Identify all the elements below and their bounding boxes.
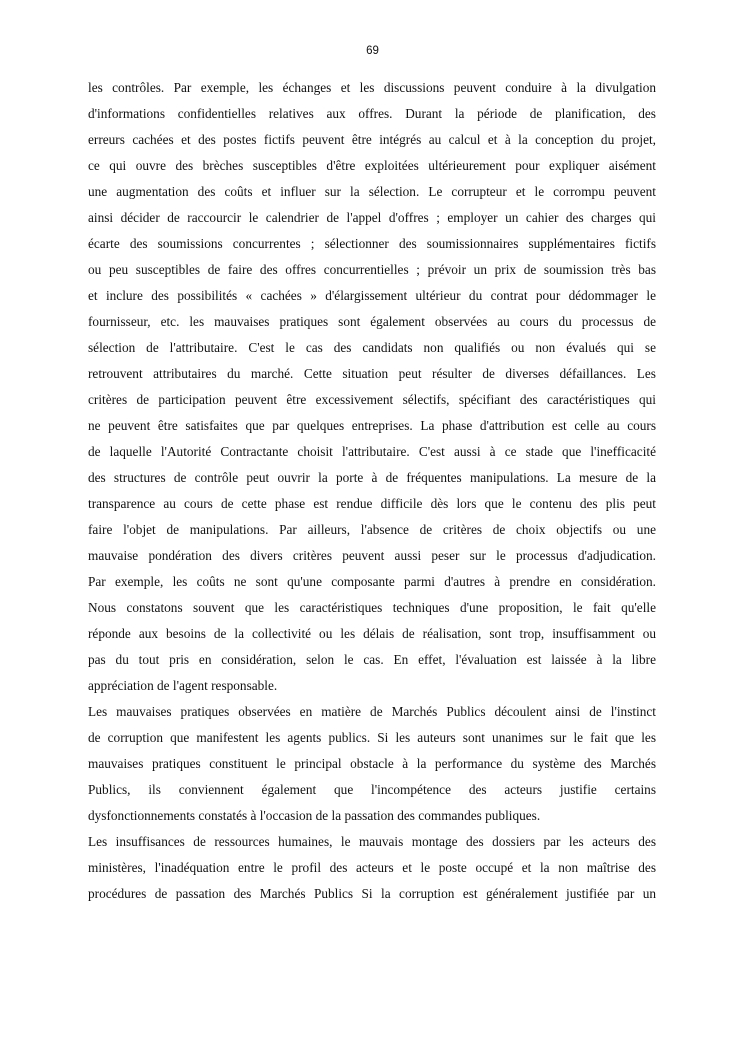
text-line: des structures de contrôle peut ouvrir la porte à de fréquentes manipulations. La mesure de la [88,470,656,485]
text-line: mauvaise pondération des divers critères peuvent aussi peser sur le processus d'adjudication. [88,548,656,563]
text-line: Nous constatons souvent que les caractéristiques techniques d'une proposition, le fait qu'elle [88,600,656,615]
text-line: fournisseur, etc. les mauvaises pratiques sont également observées au cours du processus de [88,314,656,329]
text-line: d'informations confidentielles relatives aux offres. Durant la période de planification, des [88,106,656,121]
body-text [88,75,656,907]
text-line-paragraph-end: appréciation de l'agent responsable. [88,678,278,693]
text-line: ainsi décider de raccourcir le calendrier de l'appel d'offres ; employer un cahier des charges qui [88,210,656,225]
text-line: de laquelle l'Autorité Contractante choisit l'attributaire. C'est aussi à ce stade que l'inefficacité [88,444,656,459]
text-line: pas du tout pris en considération, selon le cas. En effet, l'évaluation est laissée à la libre [88,652,656,667]
text-line: de corruption que manifestent les agents publics. Si les auteurs sont unanimes sur le fait que les [88,730,656,745]
text-line: ministères, l'inadéquation entre le profil des acteurs et le poste occupé et la non maîtrise des [88,860,656,875]
text-line: sélection de l'attributaire. C'est le cas des candidats non qualifiés ou non évalués qui se [88,340,656,355]
text-line: ne peuvent être satisfaites que par quelques entreprises. La phase d'attribution est celle au cours [88,418,656,433]
page-number: 69 [366,45,379,57]
text-line: retrouvent attributaires du marché. Cette situation peut résulter de diverses défaillances. Les [88,366,656,381]
text-line: réponde aux besoins de la collectivité ou les délais de réalisation, sont trop, insuffisamment ou [88,626,656,641]
text-line: transparence au cours de cette phase est rendue difficile dès lors que le contenu des plis peut [88,496,656,511]
text-line: Les mauvaises pratiques observées en matière de Marchés Publics découlent ainsi de l'instinct [88,704,656,719]
text-line: Par exemple, les coûts ne sont qu'une composante parmi d'autres à prendre en considération. [88,574,656,589]
text-line: procédures de passation des Marchés Publics Si la corruption est généralement justifiée par un [88,886,656,901]
text-line: mauvaises pratiques constituent le principal obstacle à la performance du système des Marchés [88,756,656,771]
text-line: écarte des soumissions concurrentes ; sélectionner des soumissionnaires supplémentaires fictifs [88,236,656,251]
text-line: ou peu susceptibles de faire des offres concurrentielles ; prévoir un prix de soumission très bas [88,262,656,277]
text-line: Les insuffisances de ressources humaines, le mauvais montage des dossiers par les acteurs des [88,834,656,849]
text-line: les contrôles. Par exemple, les échanges et les discussions peuvent conduire à la divulgation [88,80,656,95]
text-line-paragraph-end: dysfonctionnements constatés à l'occasion de la passation des commandes publiques. [88,808,541,823]
text-line: erreurs cachées et des postes fictifs peuvent être intégrés au calcul et à la conception du projet, [88,132,656,147]
text-line: ce qui ouvre des brèches susceptibles d'être exploitées ultérieurement pour expliquer aisément [88,158,656,173]
text-line: Publics, ils conviennent également que l'incompétence des acteurs justifie certains [88,782,656,797]
text-line: une augmentation des coûts et influer sur la sélection. Le corrupteur et le corrompu peuvent [88,184,656,199]
text-line: et inclure des possibilités « cachées » d'élargissement ultérieur du contrat pour dédommager le [88,288,656,303]
text-line: faire l'objet de manipulations. Par ailleurs, l'absence de critères de choix objectifs ou une [88,522,656,537]
text-line: critères de participation peuvent être excessivement sélectifs, spécifiant des caractéristiques qui [88,392,656,407]
